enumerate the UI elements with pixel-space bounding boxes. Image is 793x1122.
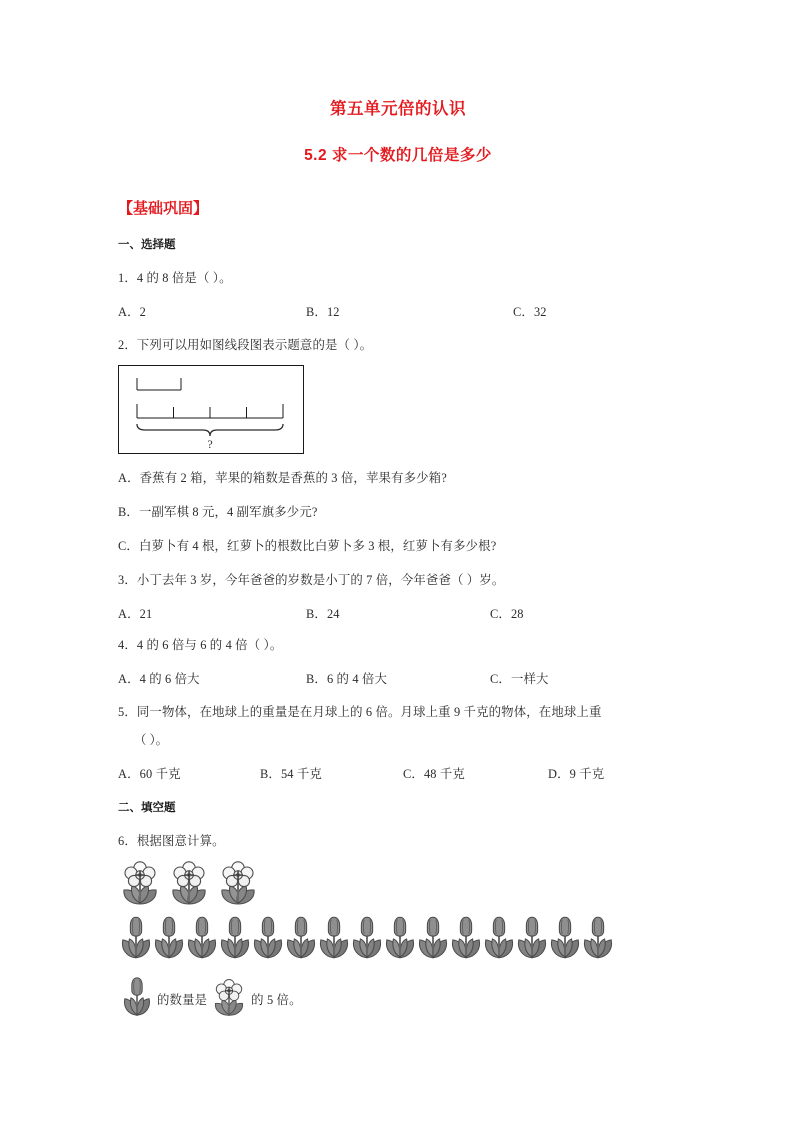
option-2a[interactable]: A．香蕉有 2 箱，苹果的箱数是香蕉的 3 倍，苹果有多少箱?: [118, 471, 447, 485]
page-subtitle: 5.2 求一个数的几倍是多少: [304, 147, 492, 164]
option-5c[interactable]: C．48 千克: [403, 767, 465, 781]
option-4c[interactable]: C．一样大: [490, 672, 549, 686]
question-2-text: 2．下列可以用如图线段图表示题意的是（ ）。: [118, 338, 373, 352]
option-5b[interactable]: B．54 千克: [260, 767, 322, 781]
flower-icon-row: [120, 865, 678, 911]
option-2b[interactable]: B．一副军棋 8 元，4 副军旗多少元?: [118, 505, 318, 519]
part-heading-fill-in-blank: 二、填空题: [118, 802, 176, 814]
option-2c[interactable]: C．白萝卜有 4 根，红萝卜的根数比白萝卜多 3 根，红萝卜有多少根?: [118, 539, 497, 553]
tulip-icon: [582, 916, 614, 965]
section-header-basics: 【基础巩固】: [118, 200, 209, 217]
question-2-figure-wrapper: [118, 365, 678, 454]
question-3-options: [118, 604, 678, 623]
tulip-icon-row: [120, 921, 740, 965]
question-5-text-continued: （ ）。: [134, 733, 169, 747]
option-1a[interactable]: A．2: [118, 305, 146, 319]
tulip-icon: [516, 916, 548, 965]
line-segment-diagram: [118, 365, 304, 454]
option-5a[interactable]: A．60 千克: [118, 767, 181, 781]
question-6-caption: [122, 979, 678, 1019]
tulip-icon: [384, 916, 416, 965]
option-3b[interactable]: B．24: [306, 607, 340, 621]
brace-question-mark: ?: [207, 437, 213, 451]
option-3a[interactable]: A．21: [118, 607, 153, 621]
tulip-icon: [122, 977, 152, 1021]
line-segment-diagram-svg: [119, 366, 303, 453]
question-5-options: [118, 764, 678, 783]
caption-text-before: 的数量是: [157, 993, 208, 1007]
part-heading-multiple-choice: 一、选择题: [118, 239, 176, 251]
option-1b[interactable]: B．12: [306, 305, 340, 319]
tulip-icon: [351, 916, 383, 965]
option-5d[interactable]: D．9 千克: [548, 767, 605, 781]
tulip-icon: [186, 916, 218, 965]
flower-icon: [169, 860, 209, 911]
tulip-icon: [285, 916, 317, 965]
option-4a[interactable]: A．4 的 6 倍大: [118, 672, 200, 686]
tulip-icon: [483, 916, 515, 965]
flower-icon: [212, 978, 246, 1021]
tulip-icon: [318, 916, 350, 965]
tulip-icon: [153, 916, 185, 965]
page-content: [118, 96, 678, 1019]
tulip-icon: [450, 916, 482, 965]
option-4b[interactable]: B．6 的 4 倍大: [306, 672, 388, 686]
question-3-text: 3．小丁去年 3 岁，今年爸爸的岁数是小丁的 7 倍，今年爸爸（ ）岁。: [118, 573, 505, 587]
tulip-icon: [120, 916, 152, 965]
question-5-text: 5．同一物体，在地球上的重量是在月球上的 6 倍。月球上重 9 千克的物体，在地球上重: [118, 705, 602, 719]
brace-path: [137, 424, 283, 436]
flower-icon: [120, 860, 160, 911]
question-1-options: [118, 302, 678, 321]
tulip-icon: [417, 916, 449, 965]
question-4-text: 4．4 的 6 倍与 6 的 4 倍（ ）。: [118, 638, 283, 652]
flower-icon: [218, 860, 258, 911]
tulip-icon: [252, 916, 284, 965]
tulip-icon: [219, 916, 251, 965]
question-1-text: 1．4 的 8 倍是（ ）。: [118, 271, 232, 285]
caption-text-after: 的 5 倍。: [251, 993, 302, 1007]
option-1c[interactable]: C．32: [513, 305, 547, 319]
tulip-icon: [549, 916, 581, 965]
question-4-options: [118, 669, 678, 688]
question-6-text: 6．根据图意计算。: [118, 834, 225, 848]
option-3c[interactable]: C．28: [490, 607, 524, 621]
page-title: 第五单元倍的认识: [330, 100, 466, 118]
